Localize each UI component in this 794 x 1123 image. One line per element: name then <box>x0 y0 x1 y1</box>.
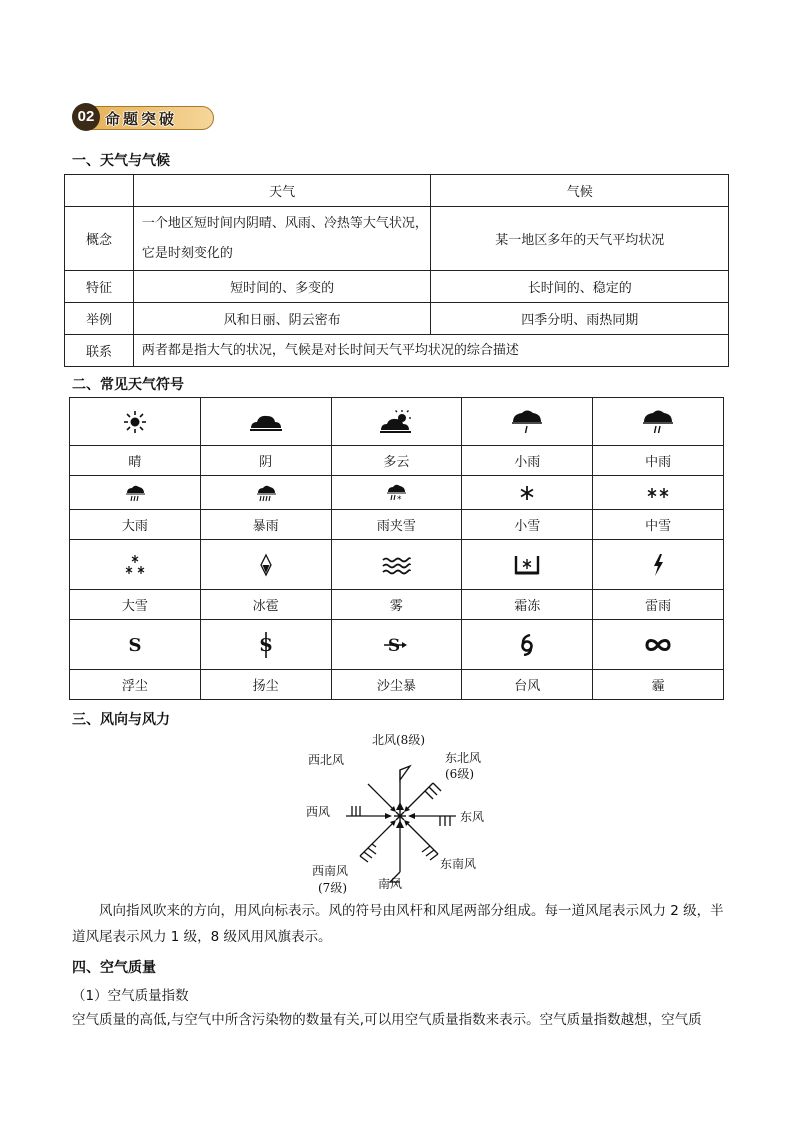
symbol-cell <box>200 540 331 590</box>
table-header-cell <box>65 175 134 207</box>
frost-icon <box>513 553 541 577</box>
symbol-cell <box>70 540 201 590</box>
weather-cell: 一个地区短时间内阴晴、风雨、冷热等大气状况，它是时刻变化的 <box>133 207 431 271</box>
hail-icon <box>259 553 273 577</box>
symbol-label: 霜冻 <box>462 590 593 620</box>
symbol-cell <box>331 476 462 510</box>
symbol-label: 大雨 <box>70 510 201 540</box>
symbol-cell <box>331 398 462 446</box>
symbol-label: 小雨 <box>462 446 593 476</box>
symbol-label: 雷雨 <box>593 590 724 620</box>
light-rain-icon <box>509 408 545 436</box>
svg-text:S: S <box>128 634 142 656</box>
symbol-label: 浮尘 <box>70 670 201 700</box>
partly-cloudy-icon <box>378 409 414 435</box>
overcast-cloud-icon <box>248 411 284 433</box>
symbol-cell <box>70 620 201 670</box>
symbol-cell <box>462 540 593 590</box>
row-label: 特征 <box>65 271 134 303</box>
light-snow-icon <box>519 485 535 501</box>
section4-heading: 四、空气质量 <box>72 960 156 976</box>
southeast-label: 东南风 <box>440 857 477 871</box>
table-header-cell: 气候 <box>431 175 729 207</box>
table-row <box>65 207 729 271</box>
symbol-label: 中雨 <box>593 446 724 476</box>
section4-subheading: （1）空气质量指数 <box>72 988 189 1004</box>
symbol-cell <box>462 476 593 510</box>
symbol-cell <box>331 620 462 670</box>
table-header-cell: 天气 <box>133 175 431 207</box>
climate-cell: 长时间的、稳定的 <box>431 271 729 303</box>
symbol-row <box>70 540 724 590</box>
table-row <box>65 335 729 367</box>
east-wind-barb <box>412 816 456 826</box>
section3-heading: 三、风向与风力 <box>72 712 170 728</box>
symbol-cell <box>70 398 201 446</box>
table-row <box>65 271 729 303</box>
symbol-cell <box>200 620 331 670</box>
thunderstorm-icon <box>651 553 665 577</box>
symbol-cell <box>462 620 593 670</box>
label-row <box>70 670 724 700</box>
northwest-wind-barb <box>368 784 393 809</box>
southeast-wind-barb <box>408 824 438 860</box>
symbol-label: 台风 <box>462 670 593 700</box>
symbol-row <box>70 398 724 446</box>
symbol-label: 小雪 <box>462 510 593 540</box>
air-quality-paragraph: 空气质量的高低,与空气中所含污染物的数量有关,可以用空气质量指数来表示。空气质量指数越想，空气质 <box>72 1012 702 1028</box>
section-badge <box>72 100 212 134</box>
badge-title: 命题突破 <box>105 110 178 128</box>
symbol-label: 霾 <box>593 670 724 700</box>
symbol-cell <box>331 540 462 590</box>
typhoon-icon <box>519 634 535 656</box>
symbol-label: 冰雹 <box>200 590 331 620</box>
northeast-level: (6级) <box>445 767 474 781</box>
symbol-label: 阴 <box>200 446 331 476</box>
northwest-label: 西北风 <box>308 753 345 767</box>
heavy-rain-icon <box>124 484 146 502</box>
climate-cell: 某一地区多年的天气平均状况 <box>431 207 729 271</box>
symbol-label: 多云 <box>331 446 462 476</box>
symbol-label: 晴 <box>70 446 201 476</box>
symbol-cell <box>200 398 331 446</box>
blowing-dust-icon <box>258 631 274 659</box>
west-label: 西风 <box>306 805 331 819</box>
east-label: 东风 <box>460 810 485 824</box>
relation-cell: 两者都是指大气的状况，气候是对长时间天气平均状况的综合描述 <box>133 335 728 367</box>
moderate-snow-icon <box>645 485 671 501</box>
symbol-cell <box>593 540 724 590</box>
northeast-label: 东北风 <box>445 751 482 765</box>
moderate-rain-icon <box>640 408 676 436</box>
sun-icon <box>123 410 147 434</box>
climate-cell: 四季分明、雨热同期 <box>431 303 729 335</box>
symbol-label: 扬尘 <box>200 670 331 700</box>
south-wind-barb <box>390 826 400 882</box>
floating-dust-icon <box>127 634 143 656</box>
badge-number: 02 <box>72 103 100 131</box>
north-wind-barb <box>396 766 410 810</box>
badge-ribbon <box>88 106 214 130</box>
weather-cell: 短时间的、多变的 <box>133 271 431 303</box>
symbol-cell <box>70 476 201 510</box>
northeast-wind-barb <box>407 783 441 809</box>
label-row <box>70 446 724 476</box>
symbol-label: 雨夹雪 <box>331 510 462 540</box>
table-header-row <box>65 175 729 207</box>
weather-climate-table <box>64 174 729 367</box>
symbol-label: 暴雨 <box>200 510 331 540</box>
symbol-row <box>70 620 724 670</box>
label-row <box>70 590 724 620</box>
north-label: 北风(8级) <box>372 733 425 747</box>
symbol-label: 雾 <box>331 590 462 620</box>
symbol-cell <box>200 476 331 510</box>
row-label: 举例 <box>65 303 134 335</box>
fog-icon <box>381 555 411 575</box>
heavy-snow-icon <box>123 553 147 577</box>
symbol-cell <box>462 398 593 446</box>
sandstorm-icon <box>383 634 409 656</box>
svg-text:*: * <box>397 494 402 503</box>
svg-text:S: S <box>388 635 401 656</box>
row-label: 概念 <box>65 207 134 271</box>
table-row <box>65 303 729 335</box>
southwest-label: 西南风 <box>312 864 349 878</box>
section1-heading: 一、天气与气候 <box>72 153 170 169</box>
svg-text:S: S <box>259 634 273 656</box>
south-label: 南风 <box>378 877 403 891</box>
haze-icon <box>644 637 672 653</box>
symbol-row <box>70 476 724 510</box>
row-label: 联系 <box>65 335 134 367</box>
symbol-label: 中雪 <box>593 510 724 540</box>
symbol-cell <box>593 620 724 670</box>
southwest-level: (7级) <box>318 881 347 895</box>
weather-cell: 风和日丽、阴云密布 <box>133 303 431 335</box>
symbol-cell <box>593 476 724 510</box>
symbol-label: 大雪 <box>70 590 201 620</box>
west-wind-barb <box>346 806 388 816</box>
wind-direction-diagram <box>290 730 510 895</box>
symbol-label: 沙尘暴 <box>331 670 462 700</box>
section2-heading: 二、常见天气符号 <box>72 377 184 393</box>
wind-paragraph: 风向指风吹来的方向，用风向标表示。风的符号由风杆和风尾两部分组成。每一道风尾表示风力 2 级，半道风尾表示风力 1 级，8 级风用风旗表示。 <box>72 903 724 945</box>
southwest-wind-barb <box>360 824 392 862</box>
rainstorm-icon <box>255 484 277 502</box>
label-row <box>70 510 724 540</box>
symbol-cell <box>593 398 724 446</box>
sleet-icon <box>385 483 407 503</box>
weather-symbols-table <box>69 397 724 700</box>
